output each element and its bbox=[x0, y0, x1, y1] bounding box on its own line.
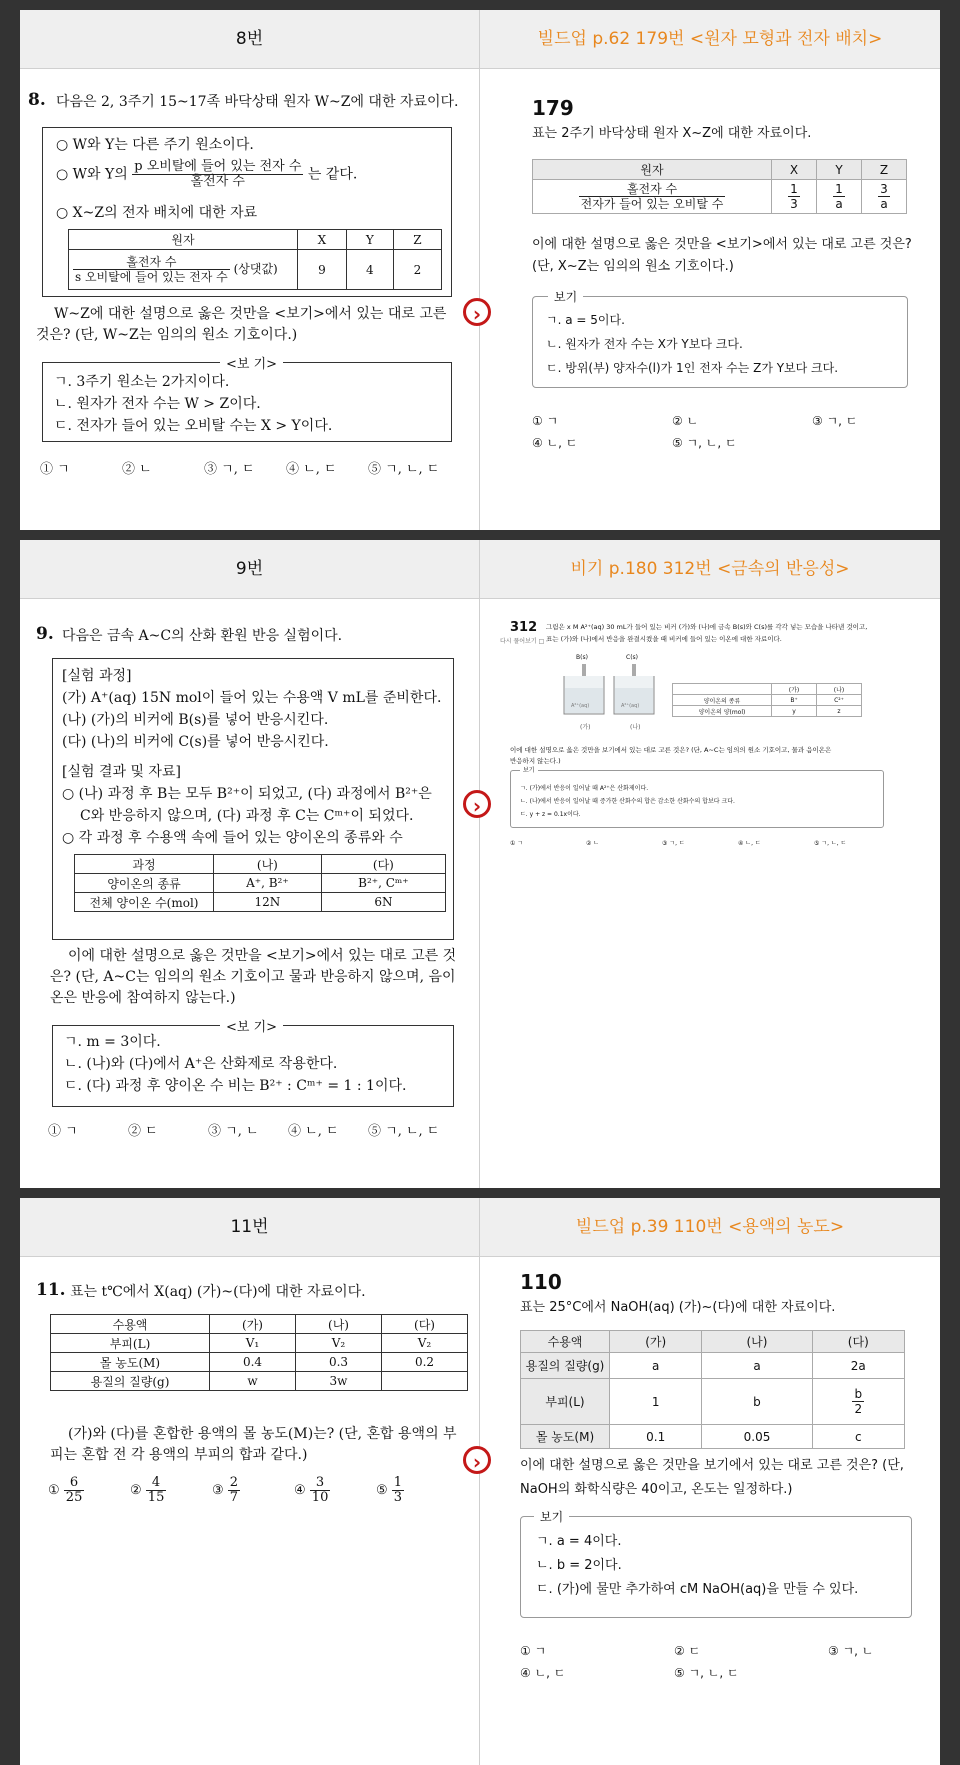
electron-config-table bbox=[68, 229, 442, 290]
choice[interactable]: ④ $\frac{3}{10}$ bbox=[294, 1475, 329, 1505]
table-cell: V₂ bbox=[382, 1334, 468, 1353]
bogi-item: ㄴ. (나)와 (다)에서 A⁺은 산화제로 작용한다. bbox=[64, 1056, 338, 1072]
panel-header bbox=[20, 1198, 940, 1257]
choice[interactable]: ④ ㄴ, ㄷ bbox=[288, 1124, 339, 1139]
table-cell: C²⁺ bbox=[817, 695, 862, 706]
table-row-label: 양이온의 양(mol) bbox=[673, 706, 772, 717]
table-header: (나) bbox=[702, 1331, 812, 1353]
answer-choices bbox=[520, 1642, 873, 1659]
question-text: 다음은 2, 3주기 15~17족 바닥상태 원자 W~Z에 대한 자료이다. bbox=[56, 94, 459, 110]
problem-panel-9 bbox=[20, 540, 940, 1188]
table-header: (나) bbox=[296, 1315, 382, 1334]
choice[interactable]: ③ ㄱ, ㄴ bbox=[828, 1644, 874, 1658]
table-row-label: 부피(L) bbox=[51, 1334, 210, 1353]
table-cell: B²⁺, Cᵐ⁺ bbox=[321, 874, 445, 893]
bogi-item: ㄷ. 방위(부) 양자수(l)가 1인 전자 수는 Z가 Y보다 크다. bbox=[546, 361, 839, 375]
choice[interactable]: ② ㄷ bbox=[128, 1124, 158, 1139]
reference-instruction: 이에 대한 설명으로 옳은 것만을 <보기>에서 있는 대로 고른 것은? (단, X~Z는 임의의 원소 기호이다.) bbox=[532, 237, 912, 274]
table-cell: z bbox=[817, 706, 862, 717]
choice[interactable]: ③ $\frac{2}{7}$ bbox=[212, 1475, 239, 1505]
table-header: 원자 bbox=[69, 230, 298, 250]
question-text: 다음은 금속 A~C의 산화 환원 반응 실험이다. bbox=[62, 628, 343, 644]
choice[interactable]: ④ ㄴ, ㄷ bbox=[532, 436, 578, 450]
table-cell: w bbox=[210, 1372, 296, 1391]
table-header: Z bbox=[862, 160, 907, 180]
table-header: 수용액 bbox=[51, 1315, 210, 1334]
reference-number: 312 bbox=[510, 620, 538, 635]
choice[interactable]: ⑤ ㄱ, ㄴ, ㄷ bbox=[368, 462, 440, 477]
result-item: C와 반응하지 않으며, (다) 과정 후 C는 Cᵐ⁺이 되었다. bbox=[80, 808, 414, 824]
table-header: X bbox=[772, 160, 817, 180]
table-header: (다) bbox=[382, 1315, 468, 1334]
table-cell: a bbox=[610, 1353, 702, 1379]
answer-choices bbox=[48, 1476, 404, 1505]
choice[interactable]: ① ㄱ bbox=[48, 1124, 78, 1139]
cation-table bbox=[74, 854, 446, 912]
table-row-label: 양이온의 종류 bbox=[673, 695, 772, 706]
table-cell: c bbox=[812, 1425, 904, 1449]
bogi-label: 보기 bbox=[534, 1508, 569, 1525]
table-header: Y bbox=[817, 160, 862, 180]
table-cell: 4 bbox=[346, 250, 393, 290]
bogi-label: <보 기> bbox=[220, 1016, 283, 1035]
table-header: X bbox=[298, 230, 347, 250]
reference-question-label: 빌드업 p.62 179번 <원자 모형과 전자 배치> bbox=[537, 29, 883, 49]
answer-choices bbox=[40, 458, 439, 477]
bogi-item: ㄱ. (가)에서 반응이 일어날 때 A²⁺은 산화제이다. bbox=[520, 785, 649, 792]
table-cell: 0.4 bbox=[210, 1353, 296, 1372]
choice[interactable]: ① $\frac{6}{25}$ bbox=[48, 1475, 83, 1505]
table-cell: 2 bbox=[393, 250, 441, 290]
bogi-item: ㄱ. m = 3이다. bbox=[64, 1034, 161, 1050]
reference-table bbox=[672, 683, 862, 717]
table-cell: 3w bbox=[296, 1372, 382, 1391]
solution-table bbox=[50, 1314, 468, 1391]
reference-text: 표는 (가)와 (나)에서 반응을 완결시켰을 때 비커에 들어 있는 이온에 대한 자료이다. bbox=[546, 635, 782, 643]
table-cell: B⁺ bbox=[772, 695, 817, 706]
instruction-text: W~Z에 대한 설명으로 옳은 것만을 <보기>에서 있는 대로 고른 것은? (단, W~Z는 임의의 원소 기호이다.) bbox=[36, 306, 447, 343]
answer-choices bbox=[532, 412, 857, 429]
choice[interactable]: ① ㄱ bbox=[532, 414, 559, 428]
choice[interactable]: ① ㄱ bbox=[40, 462, 70, 477]
choice[interactable]: ② ㄴ bbox=[586, 840, 600, 847]
choice[interactable]: ② ㄴ bbox=[672, 414, 699, 428]
bullet-item: ○ W와 Y는 다른 주기 원소이다. bbox=[56, 137, 254, 153]
beaker-name: (가) bbox=[580, 724, 591, 731]
table-header: 수용액 bbox=[521, 1331, 610, 1353]
table-cell bbox=[382, 1372, 468, 1391]
bogi-item: ㄱ. a = 5이다. bbox=[546, 313, 625, 327]
column-divider bbox=[479, 1198, 480, 1765]
table-row-label: 몰 농도(M) bbox=[51, 1353, 210, 1372]
table-cell: $\frac{1}{a}$ bbox=[817, 180, 862, 214]
metal-label: B(s) bbox=[576, 654, 588, 661]
panel-header bbox=[20, 540, 940, 599]
table-cell: 0.2 bbox=[382, 1353, 468, 1372]
metal-label: C(s) bbox=[626, 654, 638, 661]
question-number: 11. bbox=[36, 1280, 66, 1300]
question-number: 9. bbox=[36, 624, 54, 644]
bogi-item: ㄴ. (나)에서 반응이 일어날 때 증가한 산화수의 합은 감소한 산화수의 합보다 크다. bbox=[520, 798, 735, 805]
instruction-text: (가)와 (다)를 혼합한 용액의 몰 농도(M)는? (단, 혼합 용액의 부피는 혼합 전 각 용액의 부피의 합과 같다.) bbox=[50, 1426, 457, 1463]
choice[interactable]: ④ ㄴ, ㄷ bbox=[738, 840, 761, 847]
bogi-label: 보기 bbox=[548, 288, 583, 305]
reference-text: 그림은 x M A²⁺(aq) 30 mL가 들어 있는 비커 (가)와 (나)에 금속 B(s)와 C(s)를 각각 넣는 모습을 나타낸 것이고, bbox=[546, 623, 868, 631]
result-item: ○ (나) 과정 후 B는 모두 B²⁺이 되었고, (다) 과정에서 B²⁺은 bbox=[62, 786, 432, 802]
reference-question-label: 빌드업 p.39 110번 <용액의 농도> bbox=[575, 1217, 845, 1237]
table-cell: 6N bbox=[321, 893, 445, 912]
chevron-right-circle-icon[interactable]: › bbox=[463, 1446, 491, 1474]
result-item: ○ 각 과정 후 수용액 속에 들어 있는 양이온의 종류와 수 bbox=[62, 830, 403, 846]
reference-instruction: 이에 대한 설명으로 옳은 것만을 보기에서 있는 대로 고른 것은? (단, A~C는 임의의 원소 기호이고, 물과 음이온은 bbox=[510, 746, 832, 754]
choice[interactable]: ② ㄷ bbox=[674, 1644, 701, 1658]
bullet-item: ○ W와 Y의 $\frac{\text{p 오비탈에 들어 있는 전자 수}}{\text{홀전자 수}}$ 는 같다. bbox=[56, 159, 358, 189]
table-cell: 0.05 bbox=[702, 1425, 812, 1449]
procedure-step: (나) (가)의 비커에 B(s)를 넣어 반응시킨다. bbox=[62, 712, 329, 728]
exam-question-label: 8번 bbox=[235, 29, 264, 49]
table-header: (다) bbox=[321, 855, 445, 874]
beaker-name: (나) bbox=[630, 724, 641, 731]
table-header: 원자 bbox=[533, 160, 772, 180]
bogi-item: ㄴ. 원자가 전자 수는 W > Z이다. bbox=[54, 396, 261, 412]
choice[interactable]: ③ ㄱ, ㄴ bbox=[208, 1124, 259, 1139]
table-header: Y bbox=[346, 230, 393, 250]
table-header: (다) bbox=[812, 1331, 904, 1353]
beaker-illustration bbox=[560, 660, 670, 720]
table-cell: 12N bbox=[214, 893, 322, 912]
bogi-item: ㄷ. (가)에 물만 추가하여 cM NaOH(aq)을 만들 수 있다. bbox=[536, 1582, 859, 1597]
bogi-item: ㄷ. (다) 과정 후 양이온 수 비는 B²⁺ : Cᵐ⁺ = 1 : 1이다. bbox=[64, 1078, 407, 1094]
table-header: Z bbox=[393, 230, 441, 250]
exam-question-label: 11번 bbox=[230, 1217, 269, 1237]
answer-choices bbox=[532, 434, 737, 451]
reference-question-label: 비기 p.180 312번 <금속의 반응성> bbox=[570, 559, 850, 579]
panel-header bbox=[20, 10, 940, 69]
choice[interactable]: ① ㄱ bbox=[520, 1644, 547, 1658]
table-row-label: 몰 농도(M) bbox=[521, 1425, 610, 1449]
choice[interactable]: ③ ㄱ, ㄷ bbox=[812, 414, 858, 428]
choice[interactable]: ⑤ ㄱ, ㄴ, ㄷ bbox=[674, 1666, 739, 1680]
solution-label: A²⁺(aq) bbox=[621, 703, 640, 709]
bullet-item: ○ X~Z의 전자 배치에 대한 자료 bbox=[56, 205, 258, 221]
chevron-right-circle-icon[interactable]: › bbox=[463, 298, 491, 326]
reference-table bbox=[520, 1330, 905, 1449]
table-row-label: $\frac{\text{홀전자 수}}{\text{전자가 들어 있는 오비탈 수}}$ bbox=[533, 180, 772, 214]
solution-label: A²⁺(aq) bbox=[571, 703, 590, 709]
bogi-label: <보 기> bbox=[220, 353, 283, 372]
table-cell: 9 bbox=[298, 250, 347, 290]
table-cell: $\frac{b}{2}$ bbox=[812, 1379, 904, 1425]
choice[interactable]: ④ ㄴ, ㄷ bbox=[286, 462, 337, 477]
bogi-item: ㄴ. 원자가 전자 수는 X가 Y보다 크다. bbox=[546, 337, 743, 351]
procedure-step: (가) A⁺(aq) 15N mol이 들어 있는 수용액 V mL를 준비한다. bbox=[62, 690, 442, 706]
table-row-label: $\frac{\text{홀전자 수}}{\text{s 오비탈에 들어 있는 전자 수}}$ (상댓값) bbox=[69, 250, 298, 290]
column-divider bbox=[479, 10, 480, 530]
table-cell: 2a bbox=[812, 1353, 904, 1379]
reference-instruction: 이에 대한 설명으로 옳은 것만을 보기에서 있는 대로 고른 것은? (단, NaOH의 화학식량은 40이고, 온도는 일정하다.) bbox=[520, 1458, 904, 1497]
exam-question-label: 9번 bbox=[235, 559, 264, 579]
reference-text: 표는 2주기 바닥상태 원자 X~Z에 대한 자료이다. bbox=[532, 126, 812, 141]
column-divider bbox=[479, 540, 480, 1188]
table-row-label: 용질의 질량(g) bbox=[521, 1353, 610, 1379]
procedure-step: (다) (나)의 비커에 C(s)를 넣어 반응시킨다. bbox=[62, 734, 329, 750]
table-cell: a bbox=[702, 1353, 812, 1379]
table-cell: $\frac{1}{3}$ bbox=[772, 180, 817, 214]
reference-instruction: 반응하지 않는다.) bbox=[510, 757, 561, 765]
table-header bbox=[673, 684, 772, 695]
table-header: 과정 bbox=[75, 855, 214, 874]
table-header: (나) bbox=[214, 855, 322, 874]
problem-panel-8 bbox=[20, 10, 940, 530]
table-header: (가) bbox=[772, 684, 817, 695]
bogi-label: 보기 bbox=[520, 765, 538, 774]
table-header: (가) bbox=[610, 1331, 702, 1353]
retry-checkbox-label[interactable]: 다시 풀어보기 □ bbox=[500, 638, 545, 645]
choice[interactable]: ⑤ ㄱ, ㄴ, ㄷ bbox=[672, 436, 737, 450]
bogi-item: ㄷ. y + z = 0.1x이다. bbox=[520, 811, 581, 818]
bogi-item: ㄴ. b = 2이다. bbox=[536, 1558, 622, 1573]
table-row-label: 용질의 질량(g) bbox=[51, 1372, 210, 1391]
question-text: 표는 t℃에서 X(aq) (가)~(다)에 대한 자료이다. bbox=[70, 1284, 366, 1300]
table-cell: A⁺, B²⁺ bbox=[214, 874, 322, 893]
reference-number: 110 bbox=[520, 1270, 562, 1294]
table-row-label: 전체 양이온 수(mol) bbox=[75, 893, 214, 912]
table-cell: b bbox=[702, 1379, 812, 1425]
bogi-item: ㄱ. a = 4이다. bbox=[536, 1534, 622, 1549]
choice[interactable]: ⑤ $\frac{1}{3}$ bbox=[376, 1475, 403, 1505]
choice[interactable]: ③ ㄱ, ㄷ bbox=[204, 462, 255, 477]
bogi-item: ㄱ. 3주기 원소는 2가지이다. bbox=[54, 374, 230, 390]
problem-panel-11 bbox=[20, 1198, 940, 1765]
choice[interactable]: ② $\frac{4}{15}$ bbox=[130, 1475, 165, 1505]
choice[interactable]: ④ ㄴ, ㄷ bbox=[520, 1666, 566, 1680]
answer-choices bbox=[48, 1120, 439, 1139]
table-cell: V₁ bbox=[210, 1334, 296, 1353]
table-header: (가) bbox=[210, 1315, 296, 1334]
reference-number: 179 bbox=[532, 96, 574, 120]
question-number: 8. bbox=[28, 90, 46, 110]
table-cell: 0.3 bbox=[296, 1353, 382, 1372]
choice[interactable]: ⑤ ㄱ, ㄴ, ㄷ bbox=[368, 1124, 440, 1139]
answer-choices bbox=[510, 838, 846, 847]
choice[interactable]: ① ㄱ bbox=[510, 840, 524, 847]
choice[interactable]: ② ㄴ bbox=[122, 462, 152, 477]
bogi-item: ㄷ. 전자가 들어 있는 오비탈 수는 X > Y이다. bbox=[54, 418, 333, 434]
table-row-label: 양이온의 종류 bbox=[75, 874, 214, 893]
section-title: [실험 과정] bbox=[62, 668, 132, 684]
answer-choices bbox=[520, 1664, 739, 1681]
reference-table bbox=[532, 159, 907, 214]
table-header: (나) bbox=[817, 684, 862, 695]
table-cell: V₂ bbox=[296, 1334, 382, 1353]
table-cell: $\frac{3}{a}$ bbox=[862, 180, 907, 214]
table-cell: 0.1 bbox=[610, 1425, 702, 1449]
instruction-text: 이에 대한 설명으로 옳은 것만을 <보기>에서 있는 대로 고른 것은? (단, A~C는 임의의 원소 기호이고 물과 반응하지 않으며, 음이온은 반응에 참여하지 않는다.) bbox=[50, 948, 457, 1006]
choice[interactable]: ③ ㄱ, ㄷ bbox=[662, 840, 685, 847]
table-cell: 1 bbox=[610, 1379, 702, 1425]
table-cell: y bbox=[772, 706, 817, 717]
choice[interactable]: ⑤ ㄱ, ㄴ, ㄷ bbox=[814, 840, 847, 847]
section-title: [실험 결과 및 자료] bbox=[62, 764, 181, 780]
table-row-label: 부피(L) bbox=[521, 1379, 610, 1425]
chevron-right-circle-icon[interactable]: › bbox=[463, 790, 491, 818]
reference-text: 표는 25°C에서 NaOH(aq) (가)~(다)에 대한 자료이다. bbox=[520, 1300, 836, 1315]
